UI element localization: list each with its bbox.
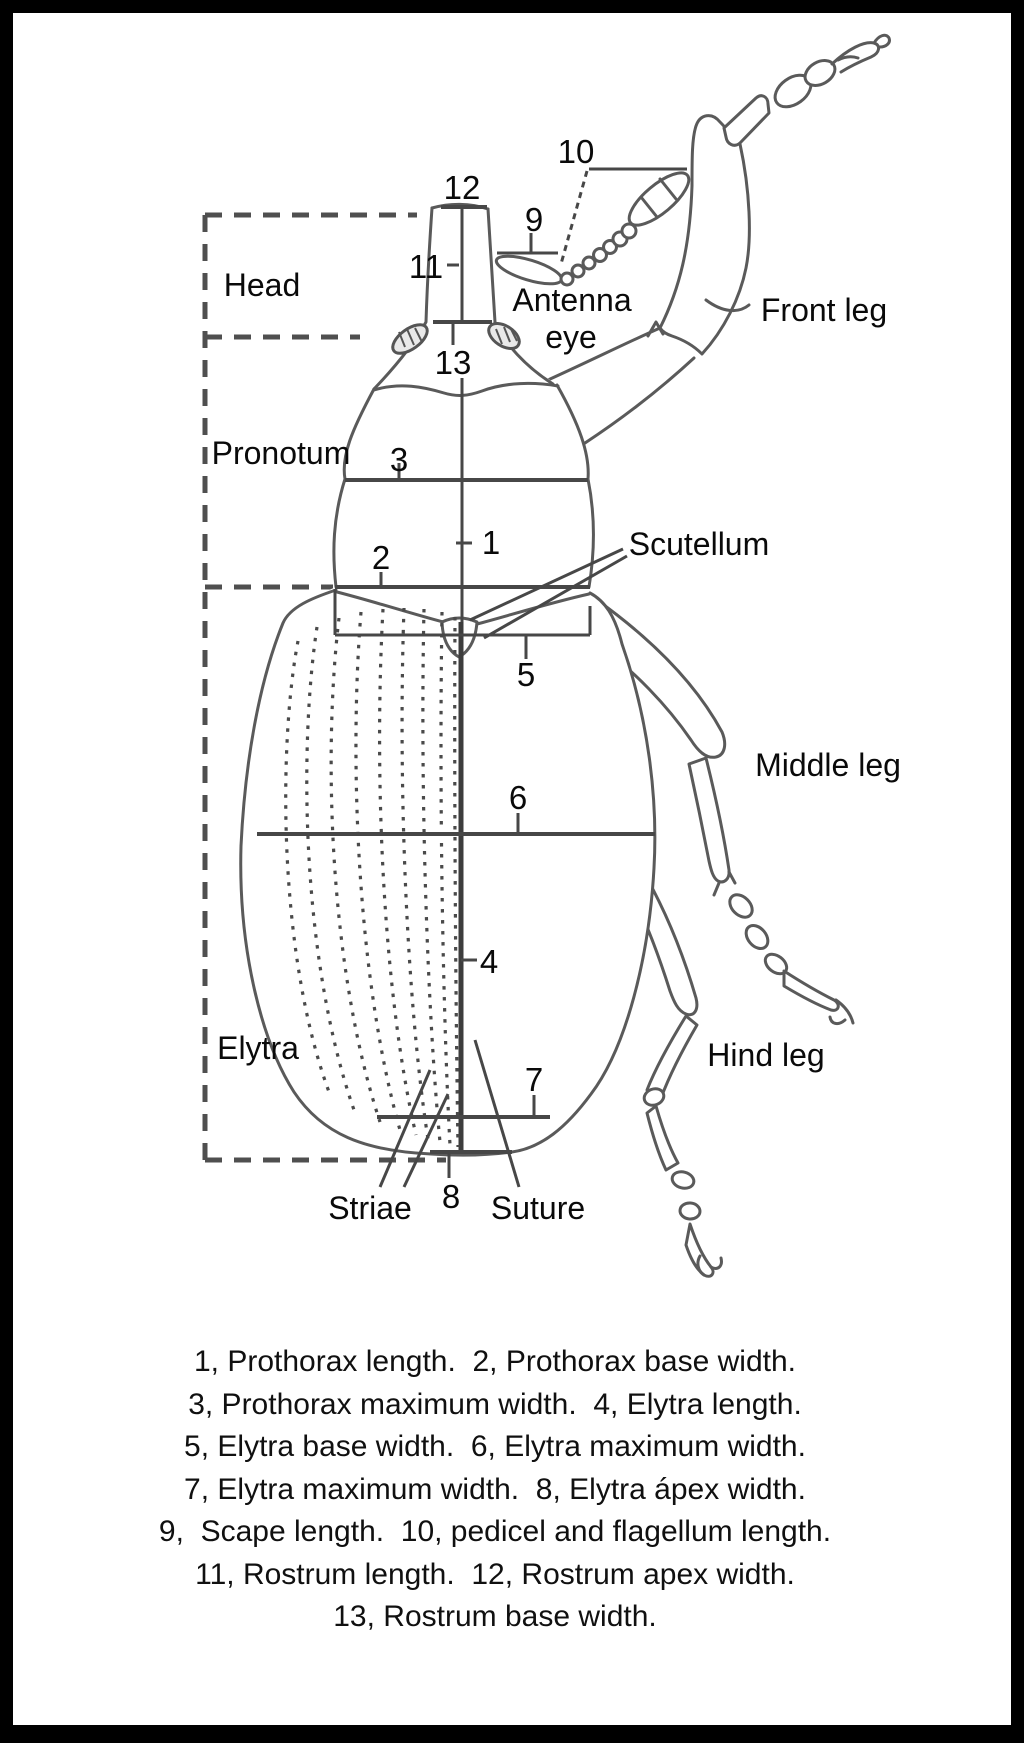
- middle-foot: [784, 971, 838, 1010]
- antenna-funicle-segment: [572, 265, 584, 277]
- label-antenna-line2: eye: [545, 319, 597, 355]
- label-antenna-line1: Antenna: [512, 282, 632, 318]
- hind-claw: [711, 1258, 721, 1268]
- measure-number-3: 3: [389, 441, 409, 478]
- front-coxa-bottom-edge: [585, 358, 694, 443]
- hind-tarsus-lobe-1: [670, 1169, 695, 1190]
- figure-caption: [18, 1341, 972, 1639]
- front-leg-drawing: [548, 35, 889, 443]
- caption-line-3: 5, Elytra base width. 6, Elytra maximum width.: [184, 1430, 806, 1463]
- measure-number-7: 7: [524, 1061, 544, 1098]
- caption-line-1: 1, Prothorax length. 2, Prothorax base width.: [193, 1345, 796, 1378]
- label-pronotum: Pronotum: [211, 435, 351, 471]
- middle-tarsus-lobe-1: [725, 890, 756, 921]
- caption-line-2: 3, Prothorax maximum width. 4, Elytra length.: [188, 1387, 802, 1421]
- label-scutellum: Scutellum: [628, 526, 770, 562]
- front-femur: [660, 116, 749, 354]
- caption-line-7: 13, Rostrum base width.: [333, 1600, 657, 1633]
- hind-tibia: [647, 1016, 697, 1098]
- middle-claw-hook: [830, 1017, 845, 1024]
- measure-number-8: 8: [441, 1178, 461, 1215]
- measure-number-2: 2: [371, 539, 391, 576]
- front-tibia: [724, 96, 769, 145]
- measure-number-5: 5: [516, 656, 536, 693]
- middle-tibia-spur-1: [714, 883, 719, 895]
- line-10-dashed-pointer: [561, 171, 587, 264]
- label-hind-leg: Hind leg: [707, 1037, 825, 1073]
- middle-tarsus-lobe-2: [742, 921, 773, 952]
- hind-tarsus-lobe-2: [679, 1202, 700, 1220]
- caption-line-5: 9, Scape length. 10, pedicel and flagellum length.: [158, 1515, 832, 1548]
- measure-number-12: 12: [443, 169, 481, 206]
- measure-number-4: 4: [479, 943, 499, 980]
- front-claw-inner-line: [838, 57, 858, 60]
- caption-line-4: 7, Elytra maximum width. 8, Elytra ápex width.: [184, 1472, 806, 1506]
- label-suture: Suture: [490, 1190, 586, 1226]
- antenna-club: [622, 164, 697, 233]
- measure-number-11: 11: [408, 248, 444, 285]
- label-head: Head: [223, 267, 301, 303]
- label-elytra: Elytra: [217, 1030, 299, 1066]
- caption-line-6: 11, Rostrum length. 12, Rostrum apex width.: [195, 1557, 795, 1591]
- measure-number-10: 10: [557, 133, 595, 170]
- label-front-leg: Front leg: [760, 292, 888, 328]
- label-middle-leg: Middle leg: [755, 747, 901, 783]
- hind-tarsus-band: [647, 1106, 678, 1170]
- measure-number-1: 1: [481, 524, 501, 561]
- measure-number-6: 6: [508, 779, 528, 816]
- middle-tibia-spur-2: [729, 872, 735, 883]
- measure-number-9: 9: [524, 201, 544, 238]
- measure-number-13: 13: [434, 344, 472, 381]
- label-striae: Striae: [328, 1190, 412, 1226]
- middle-tibia: [689, 758, 729, 882]
